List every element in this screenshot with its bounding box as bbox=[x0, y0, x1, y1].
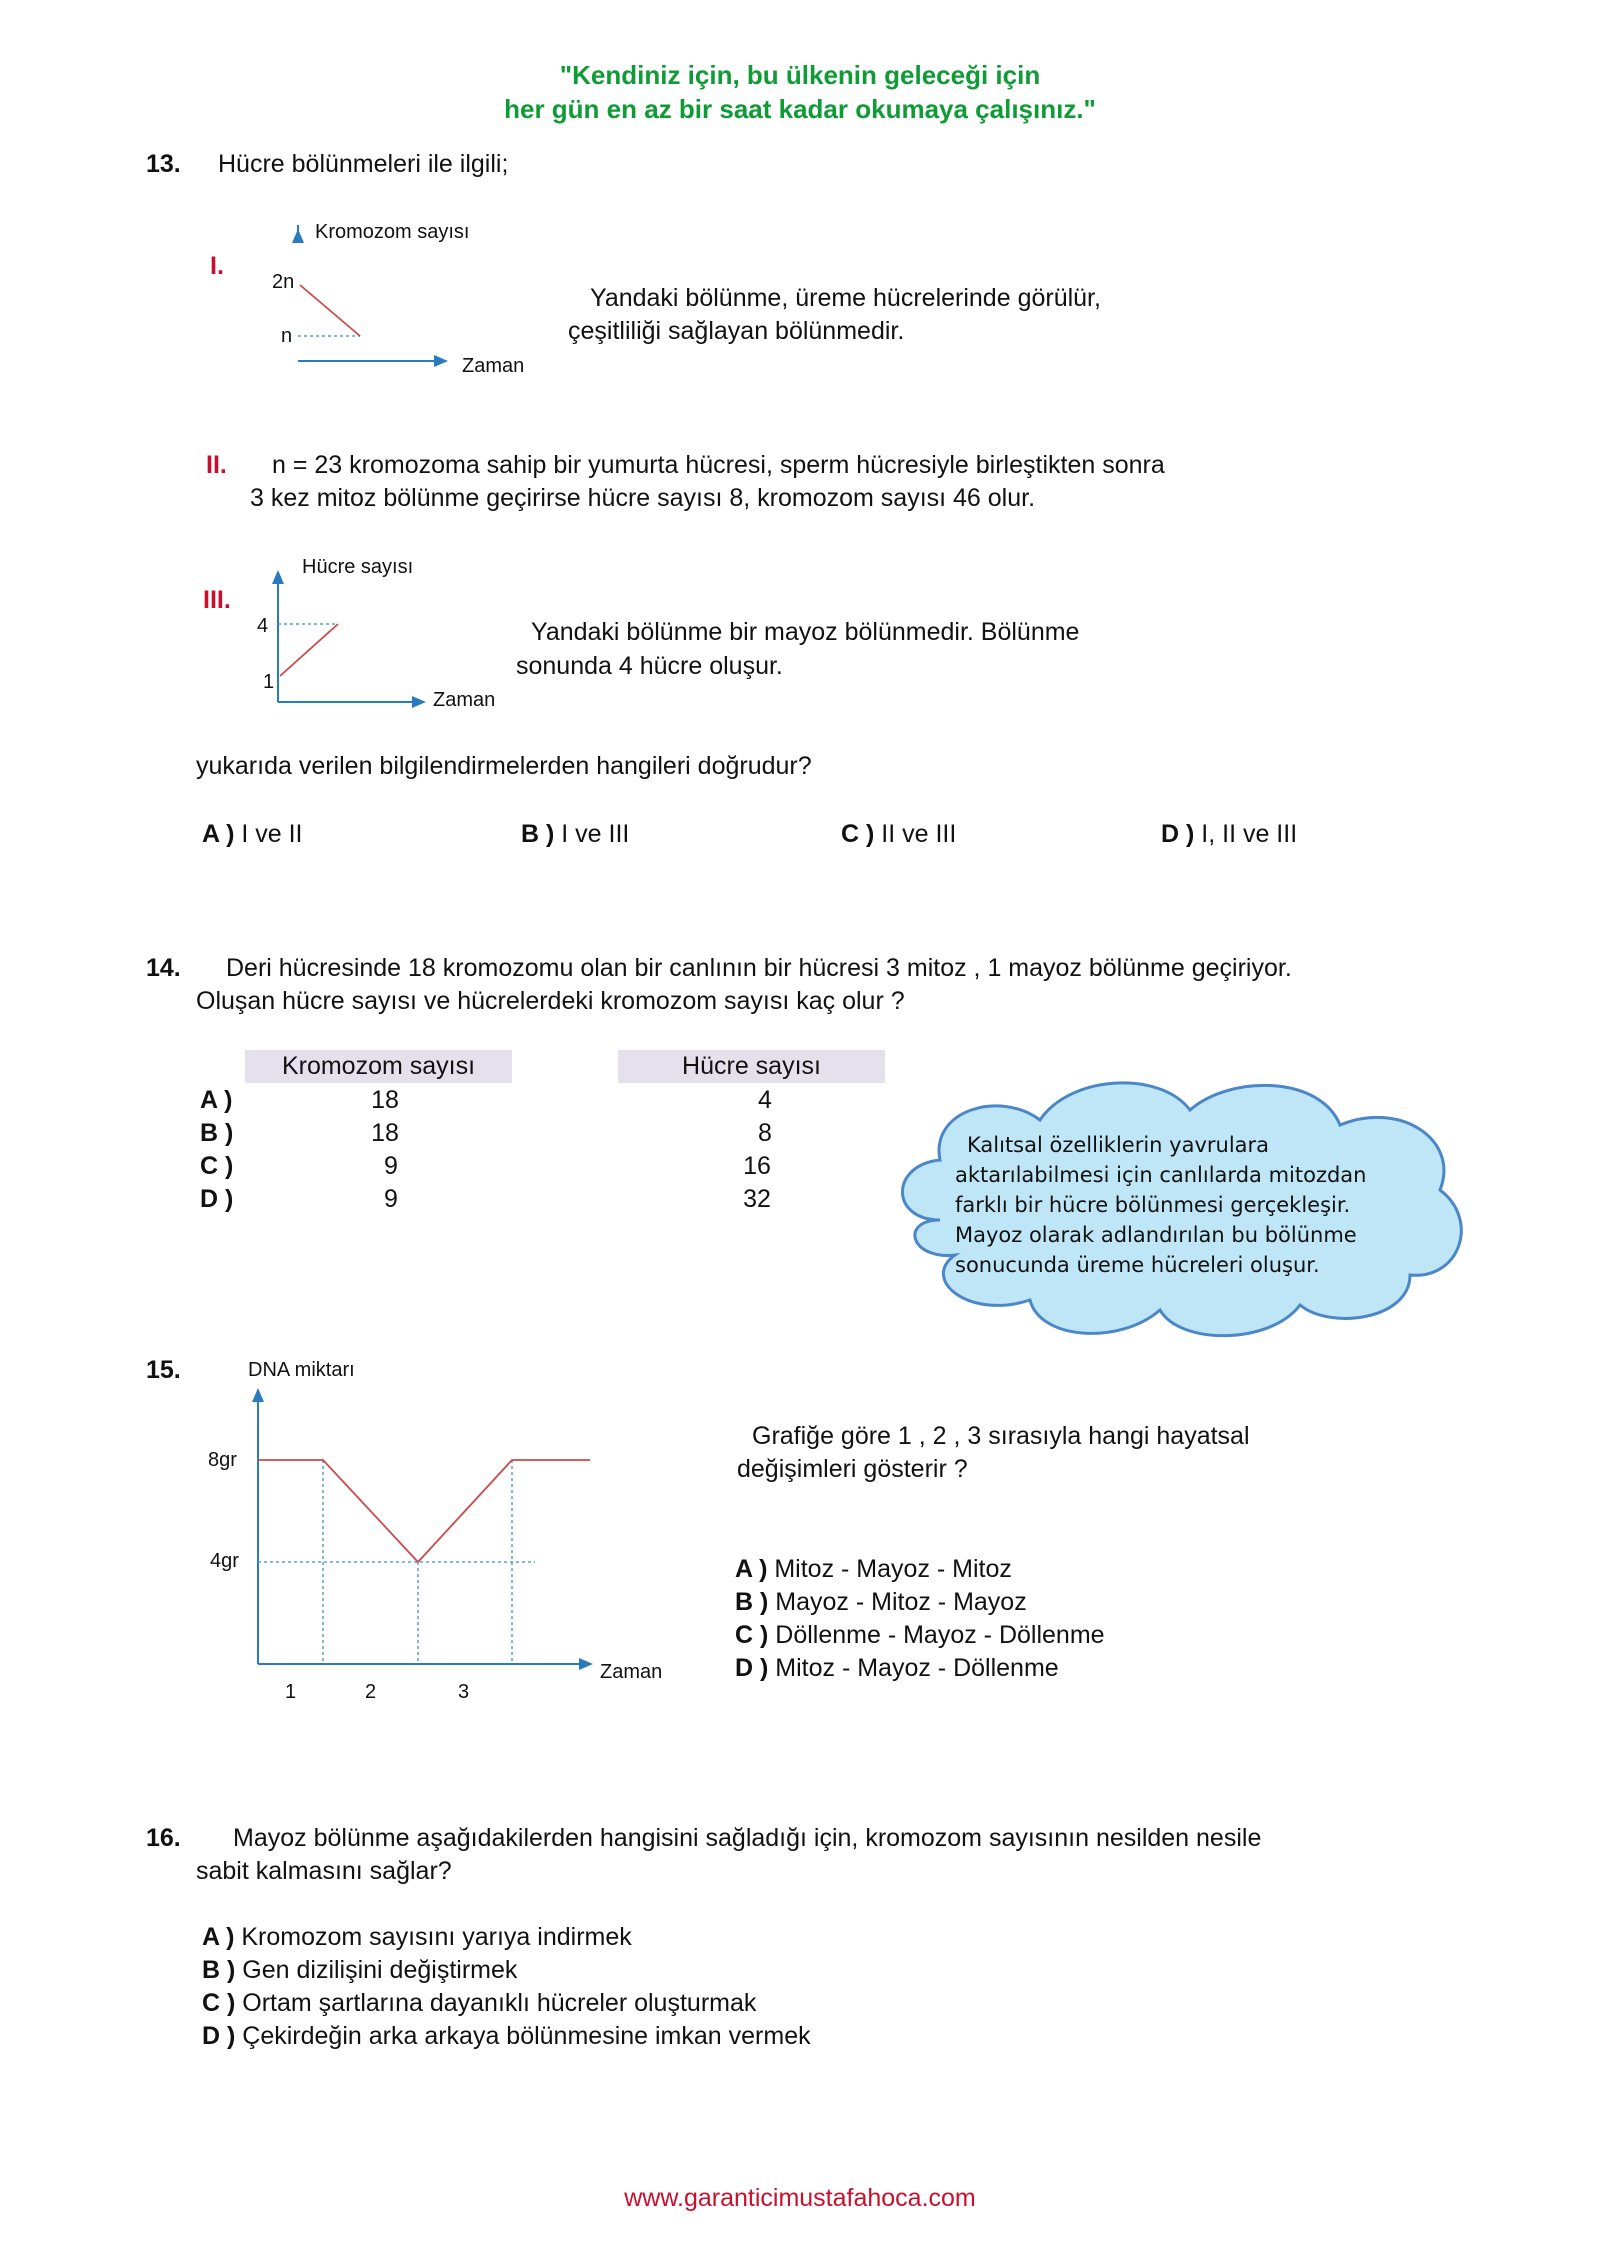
item-2-label: II. bbox=[206, 451, 227, 479]
cloud-line-5: sonucunda üreme hücreleri oluşur. bbox=[955, 1253, 1320, 1277]
q13-option-c-text: II ve III bbox=[881, 820, 957, 848]
q16-option-a-key: A ) bbox=[202, 1923, 235, 1951]
item-1-text-2: çeşitliliği sağlayan bölünmedir. bbox=[568, 317, 905, 345]
chart-15-xtick-1: 1 bbox=[285, 1681, 297, 1703]
table-header-hucre: Hücre sayısı bbox=[618, 1050, 885, 1083]
q14-row-d-kromozom: 9 bbox=[384, 1185, 398, 1213]
table-header-kromozom: Kromozom sayısı bbox=[245, 1050, 512, 1083]
q15-option-c[interactable] bbox=[735, 1619, 1105, 1652]
q15-option-a-key: A ) bbox=[735, 1555, 768, 1583]
chart-15-xtick-2: 2 bbox=[365, 1681, 377, 1703]
chart-15-curve bbox=[258, 1460, 590, 1562]
question-13-stem: Hücre bölünmeleri ile ilgili; bbox=[218, 150, 509, 178]
q14-row-c-key[interactable]: C ) bbox=[200, 1152, 234, 1180]
chart-1-graphic bbox=[290, 225, 450, 365]
item-3-label: III. bbox=[203, 586, 231, 614]
q14-row-c-hucre: 16 bbox=[743, 1152, 771, 1180]
question-16-number: 16. bbox=[146, 1824, 181, 1852]
chart-15-ylabel: DNA miktarı bbox=[248, 1359, 355, 1381]
q16-option-b-key: B ) bbox=[202, 1956, 236, 1984]
q15-option-c-key: C ) bbox=[735, 1621, 769, 1649]
q16-option-d-text: Çekirdeğin arka arkaya bölünmesine imkan vermek bbox=[242, 2022, 811, 2050]
q15-option-a[interactable] bbox=[735, 1553, 1012, 1586]
cloud-line-1: Kalıtsal özelliklerin yavrulara bbox=[967, 1133, 1270, 1157]
chart-3-y-arrow bbox=[272, 570, 284, 584]
q15-option-c-text: Döllenme - Mayoz - Döllenme bbox=[775, 1621, 1105, 1649]
q15-option-b[interactable] bbox=[735, 1586, 1027, 1619]
item-1-text-1: Yandaki bölünme, üreme hücrelerinde görülür, bbox=[590, 284, 1101, 312]
question-15-text-2: değişimleri gösterir ? bbox=[737, 1455, 968, 1483]
question-16-line-1: Mayoz bölünme aşağıdakilerden hangisini sağladığı için, kromozom sayısının nesilden nesile bbox=[233, 1824, 1262, 1852]
chart-1-curve bbox=[300, 285, 360, 336]
q16-option-d[interactable] bbox=[202, 2020, 811, 2053]
chart-3-tick-1: 1 bbox=[263, 671, 275, 693]
question-14-line-2: Oluşan hücre sayısı ve hücrelerdeki kromozom sayısı kaç olur ? bbox=[196, 987, 905, 1015]
q13-option-a-text: I ve II bbox=[241, 820, 303, 848]
q13-option-d-key: D ) bbox=[1161, 820, 1195, 848]
q14-row-b-kromozom: 18 bbox=[371, 1119, 399, 1147]
chart-15-tick-8gr: 8gr bbox=[208, 1449, 237, 1471]
item-3-text-1: Yandaki bölünme bir mayoz bölünmedir. Bölünme bbox=[531, 618, 1080, 646]
chart-15-tick-4gr: 4gr bbox=[210, 1550, 239, 1572]
q15-option-a-text: Mitoz - Mayoz - Mitoz bbox=[774, 1555, 1012, 1583]
item-3-text-2: sonunda 4 hücre oluşur. bbox=[516, 652, 783, 680]
cloud-line-4: Mayoz olarak adlandırılan bu bölünme bbox=[955, 1223, 1357, 1247]
q16-option-b[interactable] bbox=[202, 1954, 517, 1987]
chart-3-graphic bbox=[270, 566, 430, 706]
q16-option-a[interactable] bbox=[202, 1921, 632, 1954]
chart-3-xlabel: Zaman bbox=[433, 689, 496, 711]
q16-option-c-key: C ) bbox=[202, 1989, 236, 2017]
item-1-label: I. bbox=[210, 252, 224, 280]
question-14-line-1: Deri hücresinde 18 kromozomu olan bir canlının bir hücresi 3 mitoz , 1 mayoz bölünme geçiriyor. bbox=[226, 954, 1292, 982]
q15-option-d-key: D ) bbox=[735, 1654, 769, 1682]
q15-option-d[interactable] bbox=[735, 1652, 1059, 1685]
q14-row-a-key[interactable]: A ) bbox=[200, 1086, 233, 1114]
q16-option-d-key: D ) bbox=[202, 2022, 236, 2050]
chart-3-tick-4: 4 bbox=[257, 615, 269, 637]
chart-1-tick-2n: 2n bbox=[272, 271, 295, 293]
question-13-prompt: yukarıda verilen bilgilendirmelerden hangileri doğrudur? bbox=[196, 752, 812, 780]
q14-row-a-hucre: 4 bbox=[758, 1086, 772, 1114]
chart-1-xlabel: Zaman bbox=[462, 355, 525, 377]
chart-1-y-arrow bbox=[292, 229, 304, 243]
q13-option-a-key: A ) bbox=[202, 820, 235, 848]
cloud-line-3: farklı bir hücre bölünmesi gerçekleşir. bbox=[955, 1193, 1351, 1217]
footer-url[interactable]: www.garanticimustafahoca.com bbox=[624, 2184, 976, 2212]
q13-option-b[interactable] bbox=[521, 818, 629, 851]
q14-row-a-kromozom: 18 bbox=[371, 1086, 399, 1114]
chart-15-y-arrow bbox=[252, 1388, 264, 1402]
item-2-text-1: n = 23 kromozoma sahip bir yumurta hücresi, sperm hücresiyle birleştikten sonra bbox=[272, 451, 1165, 479]
q14-row-c-kromozom: 9 bbox=[384, 1152, 398, 1180]
question-15-text-1: Grafiğe göre 1 , 2 , 3 sırasıyla hangi hayatsal bbox=[752, 1422, 1250, 1450]
chart-1-x-arrow bbox=[434, 355, 448, 367]
q15-option-d-text: Mitoz - Mayoz - Döllenme bbox=[775, 1654, 1059, 1682]
question-15-number: 15. bbox=[146, 1356, 181, 1384]
q14-row-d-hucre: 32 bbox=[743, 1185, 771, 1213]
q16-option-c[interactable] bbox=[202, 1987, 756, 2020]
q13-option-b-key: B ) bbox=[521, 820, 555, 848]
chart-15-x-arrow bbox=[579, 1658, 593, 1670]
motto-line-2: her gün en az bir saat kadar okumaya çalışınız." bbox=[504, 94, 1096, 124]
q16-option-c-text: Ortam şartlarına dayanıklı hücreler oluşturmak bbox=[242, 1989, 757, 2017]
q13-option-a[interactable] bbox=[202, 818, 303, 851]
q16-option-a-text: Kromozom sayısını yarıya indirmek bbox=[241, 1923, 632, 1951]
chart-3-curve bbox=[280, 624, 338, 676]
chart-15-graphic bbox=[250, 1382, 690, 1672]
chart-3-ylabel: Hücre sayısı bbox=[302, 556, 414, 578]
info-cloud-text bbox=[955, 1130, 1366, 1280]
question-13-number: 13. bbox=[146, 150, 181, 178]
question-14-number: 14. bbox=[146, 954, 181, 982]
chart-1-ylabel: Kromozom sayısı bbox=[315, 221, 470, 243]
q13-option-c[interactable] bbox=[841, 818, 956, 851]
chart-15-xlabel: Zaman bbox=[600, 1661, 663, 1683]
q14-row-b-key[interactable]: B ) bbox=[200, 1119, 234, 1147]
chart-3-x-arrow bbox=[412, 696, 426, 708]
chart-15-xtick-3: 3 bbox=[458, 1681, 470, 1703]
motto bbox=[0, 58, 1600, 126]
q13-option-b-text: I ve III bbox=[561, 820, 630, 848]
motto-line-1: "Kendiniz için, bu ülkenin geleceği için bbox=[559, 60, 1041, 90]
q14-row-d-key[interactable]: D ) bbox=[200, 1185, 234, 1213]
chart-1-tick-n: n bbox=[281, 325, 293, 347]
q15-option-b-key: B ) bbox=[735, 1588, 769, 1616]
q13-option-d-text: I, II ve III bbox=[1201, 820, 1298, 848]
cloud-line-2: aktarılabilmesi için canlılarda mitozdan bbox=[955, 1163, 1367, 1187]
q13-option-d[interactable] bbox=[1161, 818, 1297, 851]
q16-option-b-text: Gen dizilişini değiştirmek bbox=[242, 1956, 518, 1984]
item-2-text-2: 3 kez mitoz bölünme geçirirse hücre sayısı 8, kromozom sayısı 46 olur. bbox=[250, 484, 1036, 512]
question-16-line-2: sabit kalmasını sağlar? bbox=[196, 1857, 452, 1885]
q13-option-c-key: C ) bbox=[841, 820, 875, 848]
q15-option-b-text: Mayoz - Mitoz - Mayoz bbox=[775, 1588, 1027, 1616]
q14-row-b-hucre: 8 bbox=[758, 1119, 772, 1147]
